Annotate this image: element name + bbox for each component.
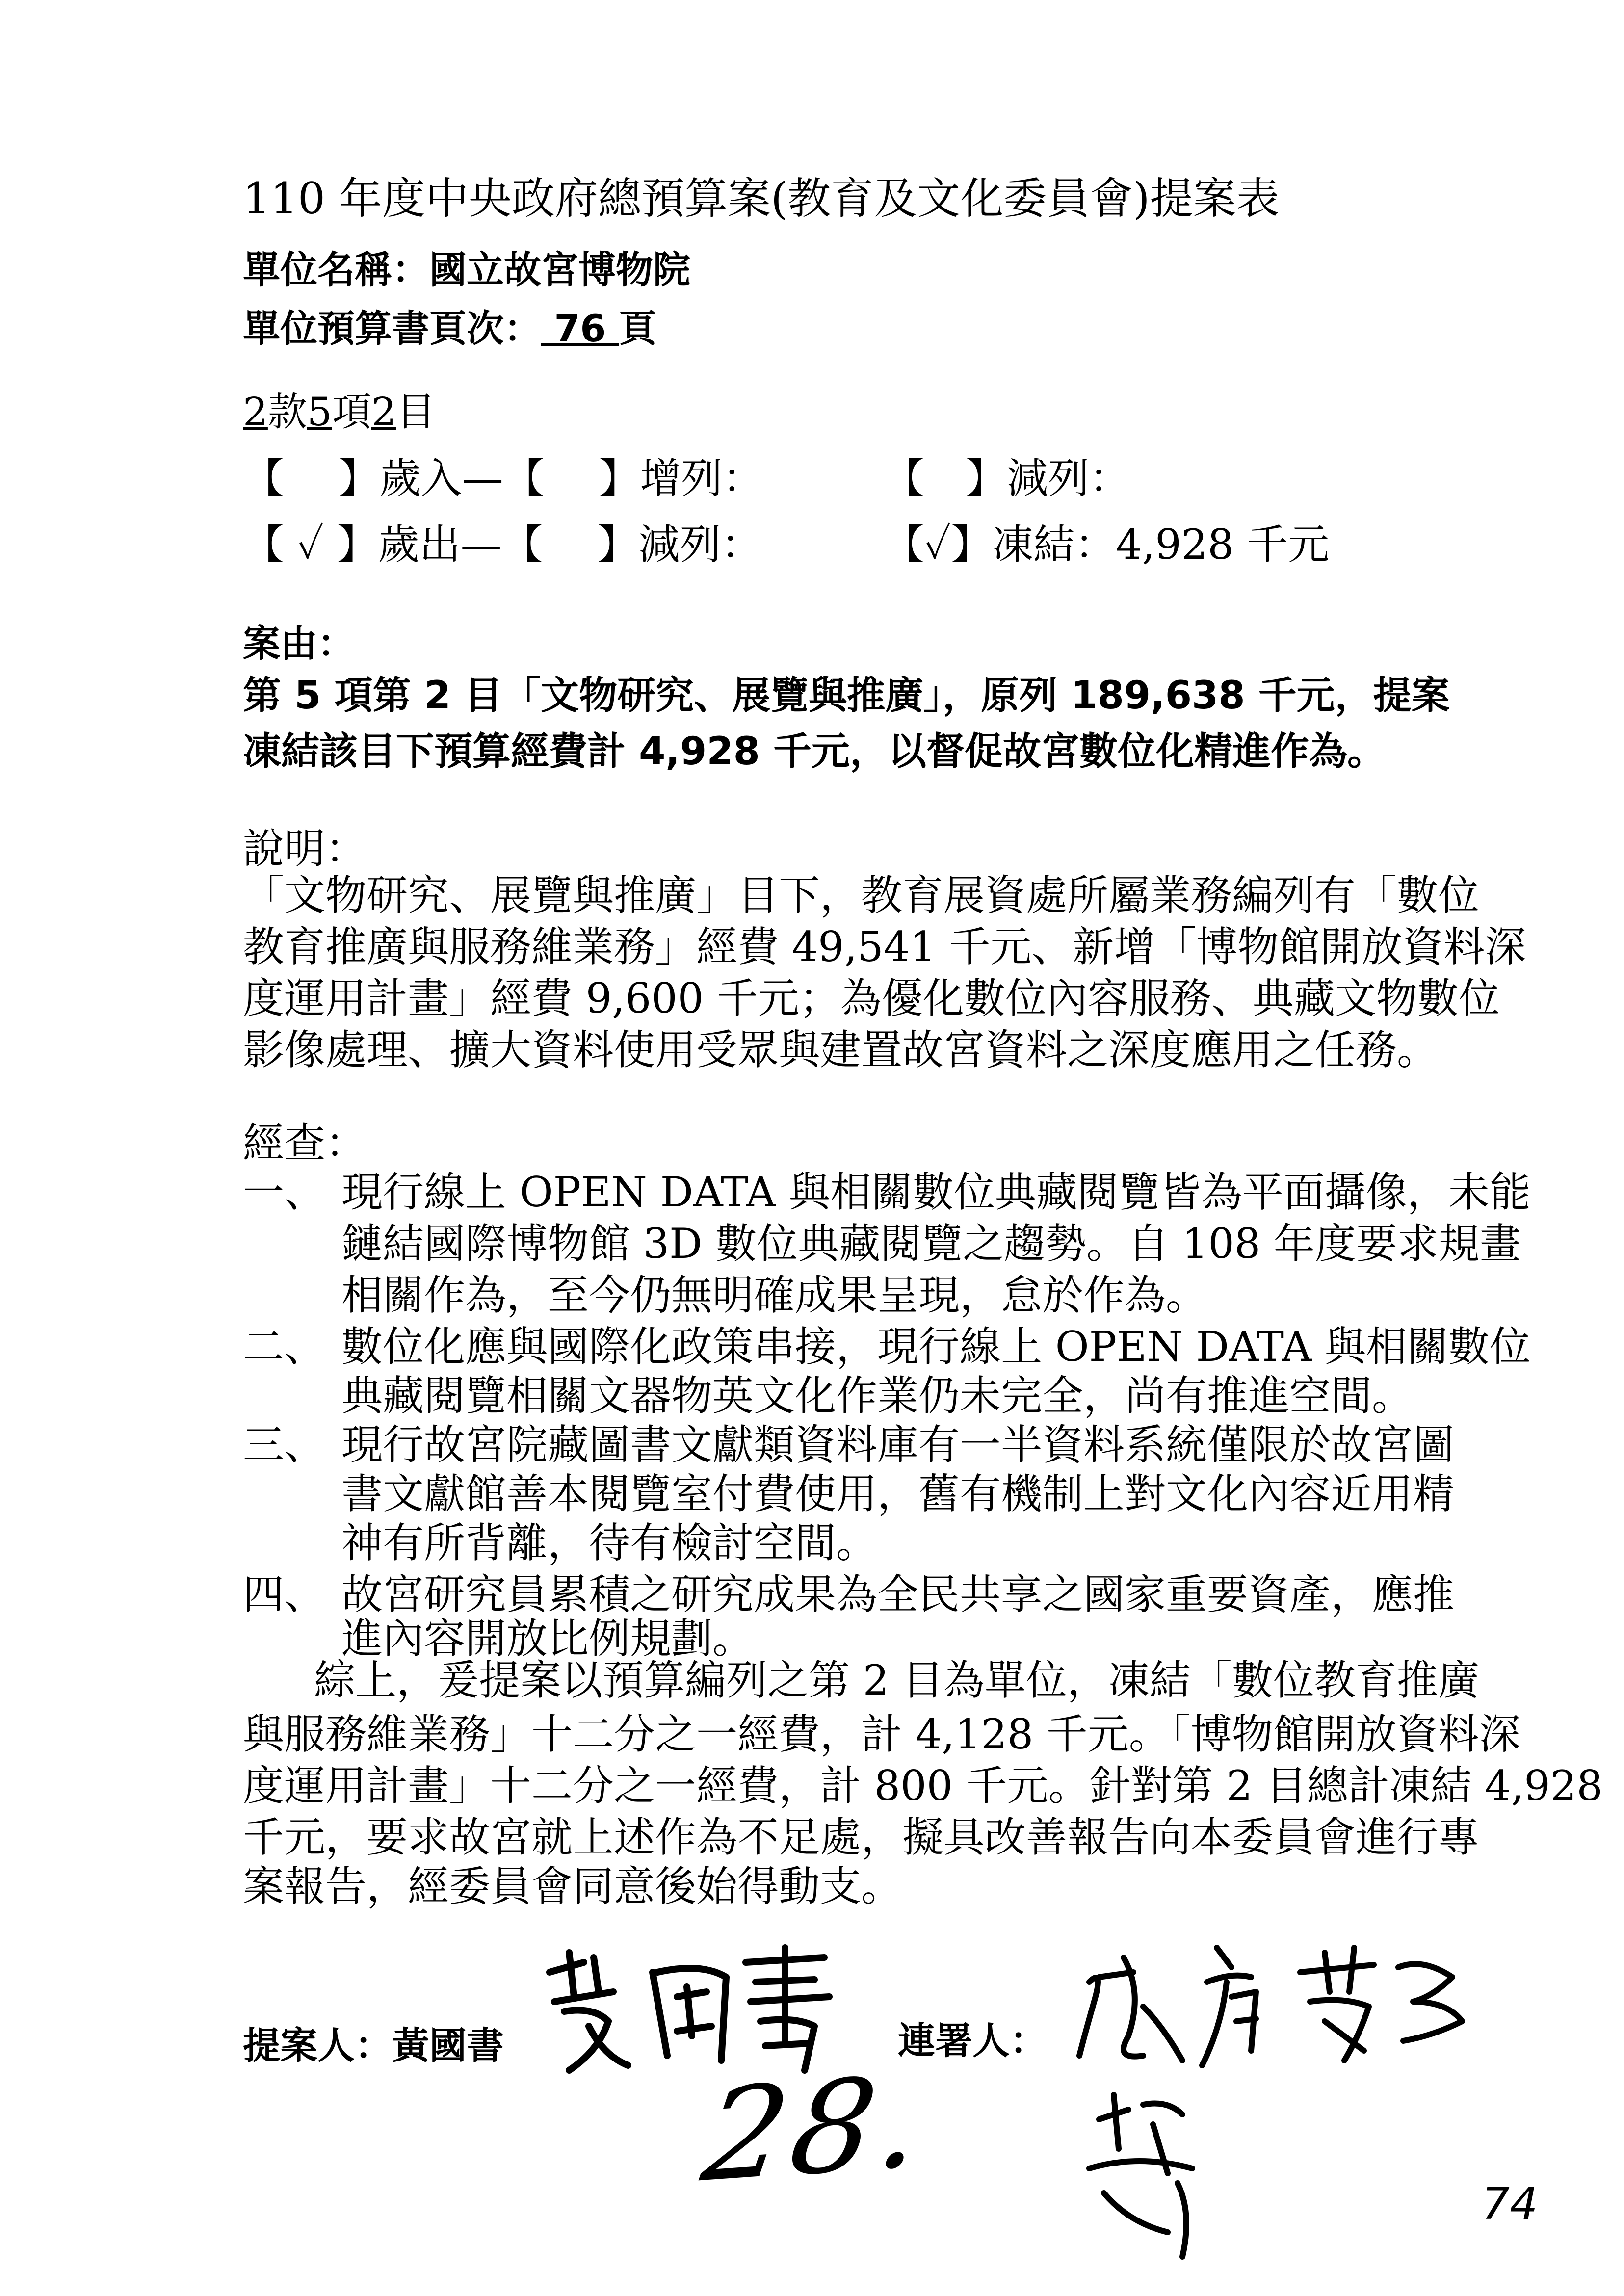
budget-page-label: 單位預算書頁次： <box>243 307 541 350</box>
findings-heading: 經查： <box>243 1119 367 1167</box>
proposer-label: 提案人： <box>243 2024 392 2067</box>
revenue-label: 歲入— <box>379 454 503 502</box>
finding-line: 神有所背離，待有檢討空間。 <box>341 1519 878 1567</box>
budget-page <box>243 304 656 353</box>
decrease-checkbox[interactable]: 【 】 <box>501 521 639 569</box>
finding-number: 二、 <box>243 1323 326 1371</box>
finding-line: 鏈結國際博物館 3D 數位典藏閱覽之趨勢。自 108 年度要求規畫 <box>341 1220 1521 1268</box>
explanation-line: 教育推廣與服務維業務」經費 49,541 千元、新增「博物館開放資料深 <box>243 923 1526 971</box>
explanation-line: 影像處理、擴大資料使用受眾與建置故宮資料之深度應用之任務。 <box>243 1026 1439 1074</box>
finding-line: 相關作為，至今仍無明確成果呈現，怠於作為。 <box>341 1271 1207 1319</box>
reason-heading: 案由： <box>243 622 355 665</box>
mu-value: 2 <box>371 389 396 435</box>
checkbox-revenue-decrease <box>883 454 1130 503</box>
freeze-label: 凍結：4,928 千元 <box>992 521 1330 569</box>
finding-line: 書文獻館善本閱覽室付費使用，舊有機制上對文化內容近用精 <box>341 1470 1455 1518</box>
kuan-value: 2 <box>243 389 268 435</box>
increase-label: 增列： <box>640 454 764 502</box>
expenditure-label: 歲出— <box>378 521 502 569</box>
reason-line: 凍結該目下預算經費計 4,928 千元，以督促故宮數位化精進作為。 <box>243 730 1386 774</box>
explanation-line: 「文物研究、展覽與推廣」目下，教育展資處所屬業務編列有「數位 <box>243 871 1480 919</box>
xiang-label: 項 <box>332 389 371 435</box>
checkbox-row-expenditure <box>243 520 762 569</box>
summary-line: 案報告，經委員會同意後始得動支。 <box>243 1862 903 1910</box>
summary-line: 度運用計畫」十二分之一經費，計 800 千元。針對第 2 目總計凍結 4,928 <box>243 1762 1603 1810</box>
item-code <box>243 388 436 437</box>
increase-checkbox[interactable]: 【 】 <box>503 454 640 502</box>
summary-line: 千元，要求故宮就上述作為不足處，擬具改善報告向本委員會進行專 <box>243 1813 1480 1861</box>
finding-number: 一、 <box>243 1168 326 1216</box>
finding-line: 數位化應與國際化政策串接，現行線上 OPEN DATA 與相關數位 <box>341 1323 1531 1371</box>
proposer-name: 黃國書 <box>392 2024 504 2067</box>
decrease-label: 減列： <box>638 521 762 569</box>
handwritten-number: 28. <box>694 2047 936 2211</box>
unit-name <box>243 245 690 294</box>
unit-name-label: 單位名稱： <box>243 248 429 291</box>
unit-name-value: 國立故宮博物院 <box>429 248 690 291</box>
finding-line: 進內容開放比例規劃。 <box>341 1615 754 1663</box>
finding-line: 現行線上 OPEN DATA 與相關數位典藏閱覽皆為平面攝像，未能 <box>341 1168 1531 1216</box>
explanation-heading: 說明： <box>243 825 367 873</box>
page-number: 74 <box>1482 2178 1538 2230</box>
finding-number: 四、 <box>243 1570 326 1618</box>
summary-line: 與服務維業務」十二分之一經費，計 4,128 千元。「博物館開放資料深 <box>243 1710 1520 1758</box>
budget-page-suffix: 頁 <box>619 307 656 350</box>
finding-line: 典藏閱覽相關文器物英文化作業仍未完全，尚有推進空間。 <box>341 1372 1414 1420</box>
checkbox-freeze <box>883 520 1329 569</box>
expenditure-checkbox[interactable]: 【 ✓ 】 <box>243 521 378 569</box>
checkbox-row-revenue <box>243 454 763 503</box>
summary-line: 綜上，爰提案以預算編列之第 2 目為單位，凍結「數位教育推廣 <box>314 1656 1479 1704</box>
xiang-value: 5 <box>307 389 332 435</box>
proposer <box>243 2021 504 2070</box>
finding-line: 現行故宮院藏圖書文獻類資料庫有一半資料系統僅限於故宮圖 <box>341 1421 1455 1469</box>
document-title: 110 年度中央政府總預算案(教育及文化委員會)提案表 <box>243 173 1280 224</box>
cosigner-label: 連署人： <box>898 2019 1047 2062</box>
revenue-checkbox[interactable]: 【 】 <box>243 454 380 502</box>
budget-page-value: 76 <box>541 307 619 350</box>
kuan-label: 款 <box>267 389 307 435</box>
finding-line: 故宮研究員累積之研究成果為全民共享之國家重要資產，應推 <box>341 1570 1455 1618</box>
revenue-decrease-label: 減列： <box>1007 454 1131 502</box>
mu-label: 目 <box>396 389 436 435</box>
revenue-decrease-checkbox[interactable]: 【 】 <box>883 454 1007 502</box>
reason-line: 第 5 項第 2 目「文物研究、展覽與推廣」，原列 189,638 千元，提案 <box>243 674 1450 718</box>
finding-number: 三、 <box>243 1421 326 1469</box>
freeze-checkbox[interactable]: 【✓】 <box>883 521 993 569</box>
explanation-line: 度運用計畫」經費 9,600 千元；為優化數位內容服務、典藏文物數位 <box>243 974 1500 1022</box>
cosigner-signatures <box>1070 1938 1511 2281</box>
